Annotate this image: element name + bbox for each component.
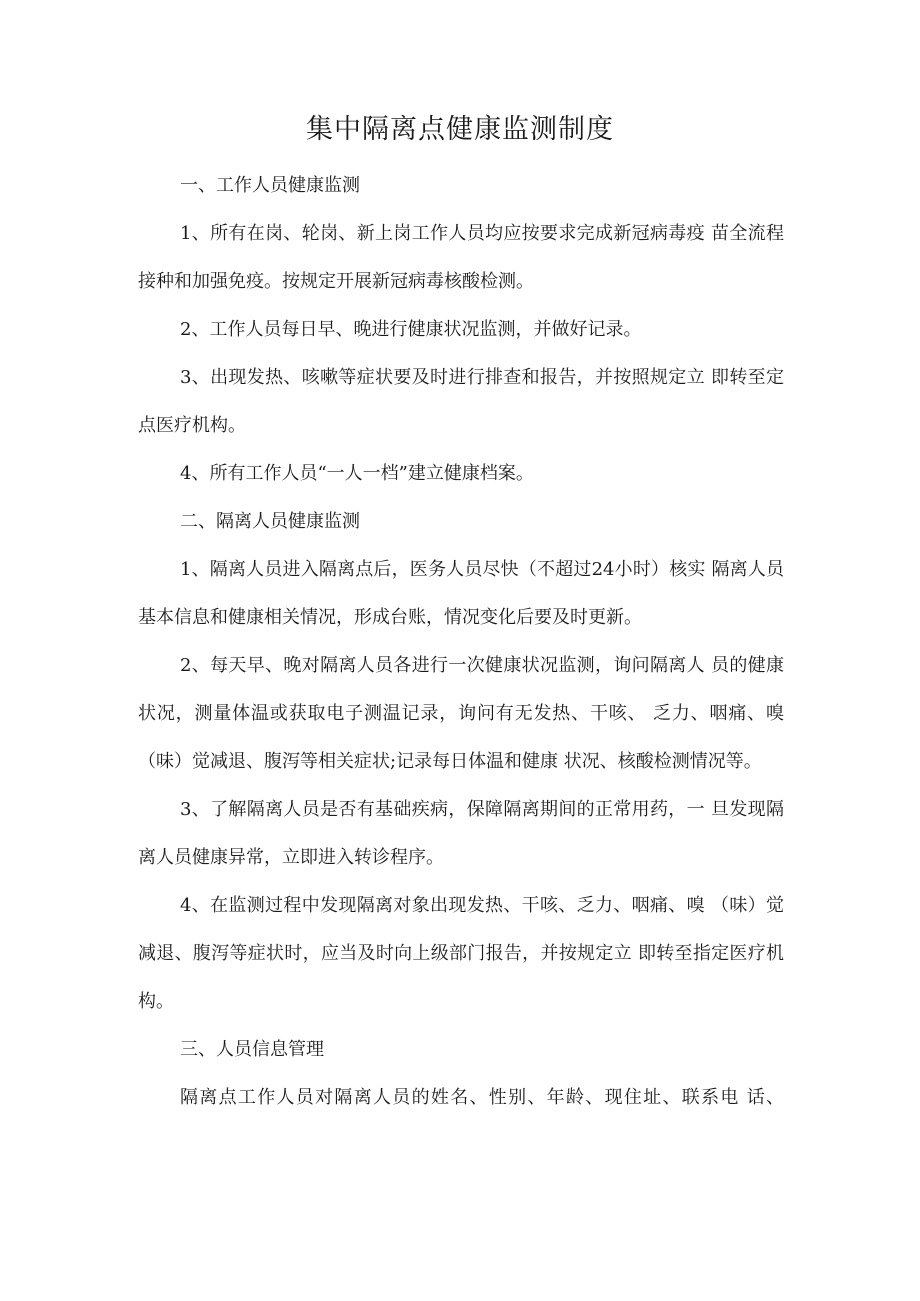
section-heading: 一、工作人员健康监测: [180, 175, 360, 196]
document-body: [138, 162, 784, 1122]
paragraph: 4、在监测过程中发现隔离对象出现发热、干咳、乏力、咽痛、嗅 （味）觉减退、腹泻等症状时，应当及时向上级部门报告，并按规定立 即转至指定医疗机构。: [138, 895, 784, 1012]
paragraph: 3、了解隔离人员是否有基础疾病，保障隔离期间的正常用药，一 旦发现隔离人员健康异常，立即进入转诊程序。: [138, 799, 784, 868]
paragraph: 3、出现发热、咳嗽等症状要及时进行排查和报告，并按照规定立 即转至定点医疗机构。: [138, 367, 784, 436]
paragraph: 4、所有工作人员“一人一档”建立健康档案。: [180, 463, 534, 484]
section-heading: 二、隔离人员健康监测: [180, 511, 360, 532]
paragraph: 1、隔离人员进入隔离点后，医务人员尽快（不超过24小时）核实 隔离人员基本信息和健康相关情况，形成台账，情况变化后要及时更新。: [138, 559, 784, 628]
paragraph: 隔离点工作人员对隔离人员的姓名、性别、年龄、现住址、联系电 话、: [180, 1087, 784, 1108]
paragraph: 1、所有在岗、轮岗、新上岗工作人员均应按要求完成新冠病毒疫 苗全流程接种和加强免疫。按规定开展新冠病毒核酸检测。: [138, 223, 784, 292]
paragraph: 2、每天早、晚对隔离人员各进行一次健康状况监测，询问隔离人 员的健康状况，测量体温或获取电子测温记录，询问有无发热、干咳、 乏力、咽痛、嗅（味）觉减退、腹泻等相关症状;记录每日体温和健康 状况、核酸检测情况等。: [138, 655, 784, 772]
section-heading: 三、人员信息管理: [180, 1039, 324, 1060]
paragraph: 2、工作人员每日早、晚进行健康状况监测，并做好记录。: [180, 319, 642, 340]
document-title: 集中隔离点健康监测制度: [306, 114, 614, 145]
